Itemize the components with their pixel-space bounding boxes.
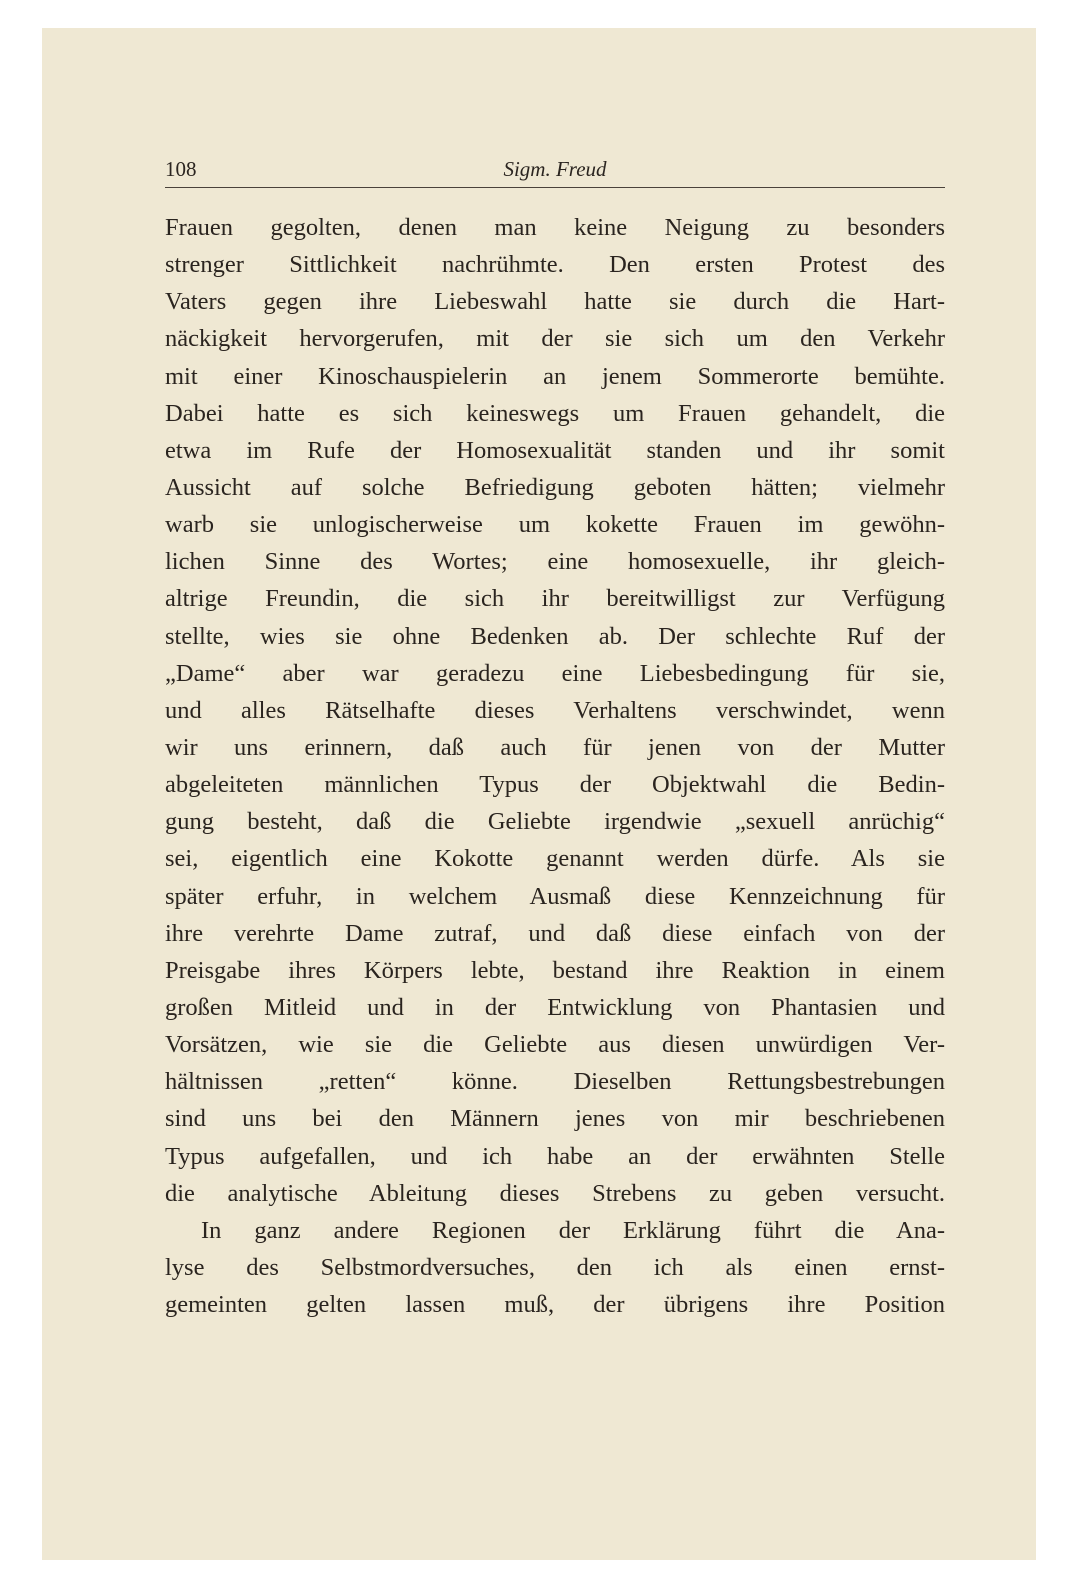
text-line — [165, 246, 945, 283]
text-line-content: hältnissen „retten“ könne. Dieselben Rettungsbestrebungen — [165, 1068, 945, 1096]
text-line — [165, 655, 945, 692]
text-line-content: die analytische Ableitung dieses Strebens zu geben versucht. — [165, 1179, 945, 1207]
running-title: Sigm. Freud — [503, 157, 607, 181]
text-line — [165, 1286, 945, 1323]
text-line-content: lichen Sinne des Wortes; eine homosexuelle, ihr gleich- — [165, 548, 945, 576]
text-line — [165, 840, 945, 877]
text-line — [165, 432, 945, 469]
text-line — [165, 395, 945, 432]
text-line-content: Typus aufgefallen, und ich habe an der erwähnten Stelle — [165, 1142, 945, 1170]
text-line — [165, 320, 945, 357]
text-line-content: „Dame“ aber war geradezu eine Liebesbedingung für sie, — [165, 659, 945, 687]
text-line — [165, 358, 945, 395]
text-line — [165, 1138, 945, 1175]
text-line-content: sei, eigentlich eine Kokotte genannt werden dürfe. Als sie — [165, 845, 945, 873]
text-line — [165, 1212, 945, 1249]
text-line-content: wir uns erinnern, daß auch für jenen von der Mutter — [165, 733, 945, 761]
text-line-content: warb sie unlogischerweise um kokette Frauen im gewöhn- — [165, 511, 945, 539]
text-line — [165, 692, 945, 729]
text-line — [165, 729, 945, 766]
text-line-content: Frauen gegolten, denen man keine Neigung zu besonders — [165, 214, 945, 241]
text-line-content: gung besteht, daß die Geliebte irgendwie „sexuell anrüchig“ — [165, 808, 945, 836]
text-line — [165, 283, 945, 320]
text-line-content: lyse des Selbstmordversuches, den ich als einen ernst- — [165, 1253, 945, 1281]
header-rule — [165, 187, 945, 188]
text-line — [165, 989, 945, 1026]
text-line-content: gemeinten gelten lassen muß, der übrigens ihre Position — [165, 1291, 945, 1319]
text-line — [165, 506, 945, 543]
text-line — [165, 1026, 945, 1063]
text-line-content: Vaters gegen ihre Liebeswahl hatte sie durch die Hart- — [165, 288, 945, 316]
page-number: 108 — [165, 157, 197, 181]
text-line — [165, 915, 945, 952]
text-line — [165, 209, 945, 246]
text-line — [165, 1063, 945, 1100]
text-line — [165, 1100, 945, 1137]
text-line-content: und alles Rätselhafte dieses Verhaltens verschwindet, wenn — [165, 696, 945, 724]
text-line — [165, 580, 945, 617]
text-line — [165, 618, 945, 655]
text-line-content: abgeleiteten männlichen Typus der Objektwahl die Bedin- — [165, 771, 945, 799]
text-line-content: sind uns bei den Männern jenes von mir beschriebenen — [165, 1105, 945, 1133]
text-line-content: Vorsätzen, wie sie die Geliebte aus diesen unwürdigen Ver- — [165, 1031, 945, 1059]
text-line — [165, 878, 945, 915]
text-line — [165, 766, 945, 803]
text-line-content: großen Mitleid und in der Entwicklung von Phantasien und — [165, 993, 945, 1021]
text-line-content: näckigkeit hervorgerufen, mit der sie sich um den Verkehr — [165, 325, 945, 353]
text-line-content: mit einer Kinoschauspielerin an jenem Sommerorte bemühte. — [165, 362, 945, 390]
text-line — [165, 952, 945, 989]
text-line-content: strenger Sittlichkeit nachrühmte. Den ersten Protest des — [165, 251, 945, 279]
text-line-content: altrige Freundin, die sich ihr bereitwilligst zur Verfügung — [165, 585, 945, 613]
text-line — [165, 803, 945, 840]
text-line — [165, 1175, 945, 1212]
text-line-content: später erfuhr, in welchem Ausmaß diese Kennzeichnung für — [165, 882, 945, 910]
text-line — [165, 1249, 945, 1286]
text-line-content: etwa im Rufe der Homosexualität standen und ihr somit — [165, 436, 945, 464]
body-text — [165, 209, 945, 1323]
text-line-content: In ganz andere Regionen der Erklärung führt die Ana- — [201, 1216, 945, 1244]
text-line — [165, 543, 945, 580]
text-line-content: stellte, wies sie ohne Bedenken ab. Der schlechte Ruf der — [165, 622, 945, 650]
text-line-content: ihre verehrte Dame zutraf, und daß diese einfach von der — [165, 919, 945, 947]
text-line-content: Preisgabe ihres Körpers lebte, bestand ihre Reaktion in einem — [165, 956, 945, 984]
running-header — [165, 157, 945, 187]
text-line — [165, 469, 945, 506]
text-line-content: Aussicht auf solche Befriedigung geboten hätten; vielmehr — [165, 473, 945, 501]
text-line-content: Dabei hatte es sich keineswegs um Frauen gehandelt, die — [165, 399, 945, 427]
